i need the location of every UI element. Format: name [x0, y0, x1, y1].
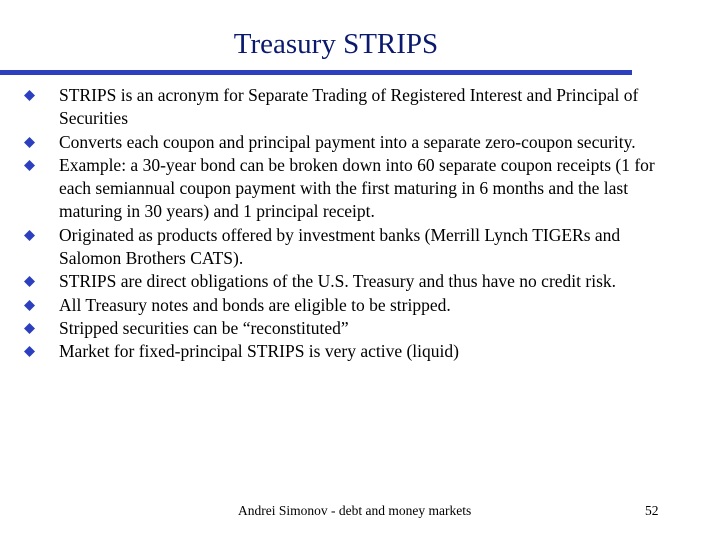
bullet-item	[24, 340, 674, 363]
diamond-bullet-icon	[24, 276, 35, 287]
diamond-bullet-icon	[24, 300, 35, 311]
bullet-text: STRIPS are direct obligations of the U.S. Treasury and thus have no credit risk.	[59, 271, 617, 292]
bullet-list	[24, 84, 674, 364]
diamond-bullet-icon	[24, 137, 35, 148]
bullet-text: Example: a 30-year bond can be broken down into 60 separate coupon receipts (1 for each semiannual coupon payment with the first maturing in 6 months and the last maturing in 30 years) and 1 principal receipt.	[59, 154, 655, 222]
bullet-item	[24, 84, 674, 131]
diamond-bullet-icon	[24, 346, 35, 357]
bullet-item	[24, 131, 674, 154]
slide-title: Treasury STRIPS	[233, 28, 439, 60]
bullet-text: Originated as products offered by investment banks (Merrill Lynch TIGERs and Salomon Brothers CATS).	[59, 224, 621, 269]
bullet-text: STRIPS is an acronym for Separate Trading of Registered Interest and Principal of Securities	[59, 85, 639, 129]
bullet-item	[24, 154, 674, 224]
slide-footer: Andrei Simonov - debt and money markets	[238, 503, 472, 518]
diamond-bullet-icon	[24, 160, 35, 171]
bullet-text: Converts each coupon and principal payment into a separate zero-coupon security.	[59, 131, 636, 152]
bullet-text: Stripped securities can be “reconstituted”	[59, 317, 349, 338]
bullet-item	[24, 224, 674, 271]
bullet-item	[24, 294, 674, 317]
diamond-bullet-icon	[24, 90, 35, 101]
diamond-bullet-icon	[24, 230, 35, 241]
page-number: 52	[645, 503, 659, 518]
diamond-bullet-icon	[24, 323, 35, 334]
bullet-item	[24, 317, 674, 340]
bullet-item	[24, 270, 674, 293]
bullet-text: Market for fixed-principal STRIPS is very active (liquid)	[59, 341, 459, 362]
bullet-text: All Treasury notes and bonds are eligible to be stripped.	[59, 294, 451, 315]
title-divider	[0, 70, 632, 75]
